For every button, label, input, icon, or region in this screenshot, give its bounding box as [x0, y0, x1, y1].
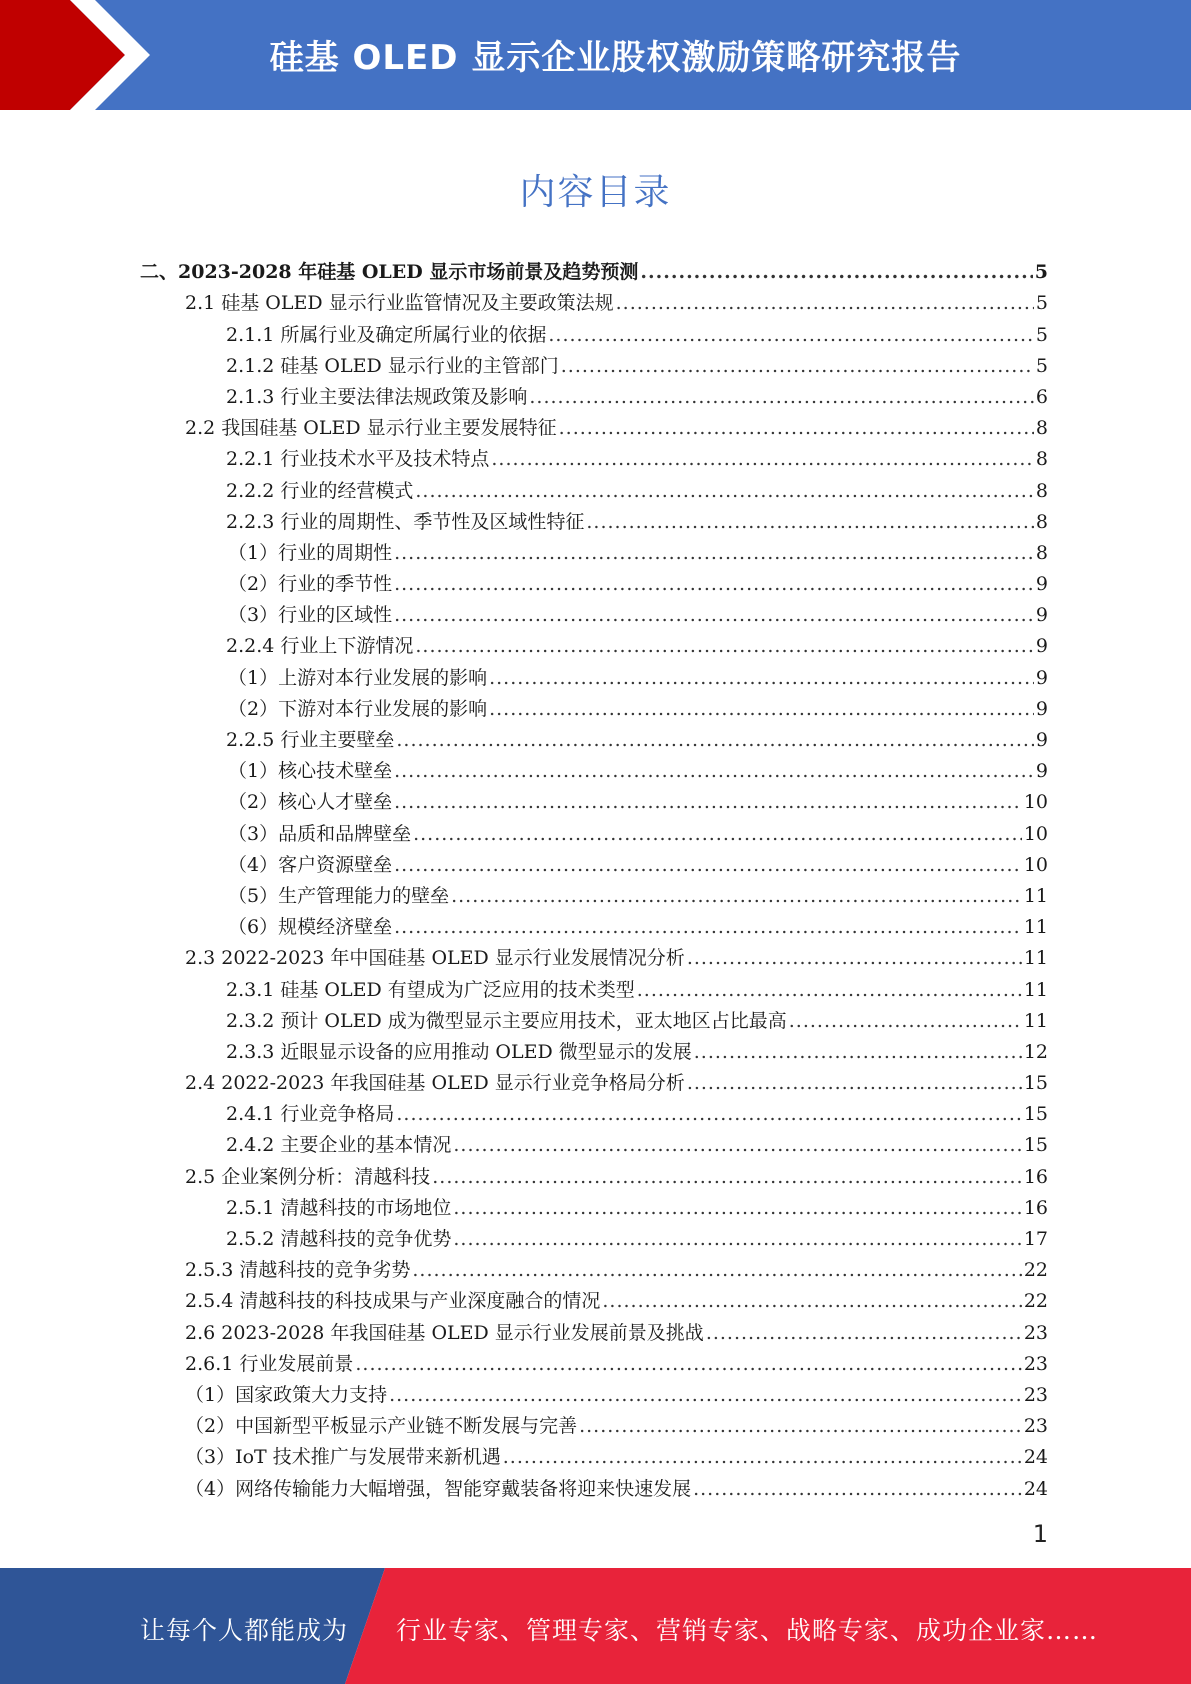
toc-entry[interactable]	[140, 658, 1048, 689]
toc-dot-leader	[789, 1010, 1022, 1033]
toc-entry-label: （2）行业的季节性	[228, 573, 393, 596]
toc-entry-page: 11	[1023, 947, 1048, 970]
toc-entry-label: （3）行业的区域性	[228, 604, 393, 627]
toc-entry-page: 11	[1023, 916, 1048, 939]
toc-dot-leader	[413, 823, 1022, 846]
toc-entry-page: 24	[1023, 1446, 1048, 1469]
toc-entry-label: 2.6.1 行业发展前景	[185, 1352, 354, 1375]
toc-dot-leader	[412, 1259, 1021, 1282]
toc-entry-label: 2.3 2022-2023 年中国硅基 OLED 显示行业发展情况分析	[185, 947, 685, 970]
toc-dot-leader	[491, 448, 1034, 471]
toc-entry[interactable]	[140, 690, 1048, 721]
toc-dot-leader	[453, 1197, 1021, 1220]
toc-entry[interactable]	[140, 315, 1048, 346]
toc-entry-page: 9	[1035, 573, 1048, 596]
toc-entry-label: （6）规模经济壁垒	[228, 916, 393, 939]
toc-entry-label: 二、2023-2028 年硅基 OLED 显示市场前景及趋势预测	[140, 261, 639, 284]
toc-entry[interactable]	[140, 440, 1048, 471]
toc-entry-label: 2.2.5 行业主要壁垒	[226, 729, 395, 751]
toc-dot-leader	[453, 1228, 1021, 1251]
toc-dot-leader	[602, 1290, 1021, 1313]
toc-entry-label: 2.4.1 行业竞争格局	[226, 1103, 395, 1126]
toc-entry-page: 11	[1023, 1009, 1048, 1032]
toc-entry-page: 11	[1023, 884, 1048, 907]
toc-entry[interactable]	[140, 1438, 1048, 1469]
toc-entry-label: 2.5.4 清越科技的科技成果与产业深度融合的情况	[185, 1290, 601, 1313]
toc-dot-leader	[559, 417, 1034, 440]
toc-entry[interactable]	[140, 253, 1048, 284]
toc-entry-page: 8	[1035, 479, 1048, 502]
toc-entry-page: 9	[1035, 635, 1048, 658]
toc-entry-label: （3）品质和品牌壁垒	[228, 822, 412, 845]
toc-entry[interactable]	[140, 752, 1048, 783]
toc-entry-label: 2.3.1 硅基 OLED 有望成为广泛应用的技术类型	[226, 978, 635, 1001]
toc-entry-page: 9	[1035, 604, 1048, 627]
header-banner	[0, 0, 1191, 110]
toc-entry-label: 2.4 2022-2023 年我国硅基 OLED 显示行业竞争格局分析	[185, 1072, 685, 1095]
toc-entry[interactable]	[140, 783, 1048, 814]
toc-entry-label: 2.2.1 行业技术水平及技术特点	[226, 448, 490, 471]
toc-entry-label: 2.5.1 清越科技的市场地位	[226, 1196, 452, 1219]
toc-entry-label: 2.1.1 所属行业及确定所属行业的依据	[226, 323, 547, 346]
toc-entry[interactable]	[140, 627, 1048, 658]
footer-slogan-left: 让每个人都能成为	[140, 1616, 349, 1645]
toc-dot-leader	[432, 1166, 1022, 1189]
toc-entry-label: 2.5.2 清越科技的竞争优势	[226, 1228, 452, 1250]
toc-entry[interactable]	[140, 1469, 1048, 1500]
toc-entry[interactable]	[140, 814, 1048, 845]
toc-entry[interactable]	[140, 1282, 1048, 1313]
toc-entry-page: 8	[1035, 510, 1048, 533]
toc-entry[interactable]	[140, 908, 1048, 939]
toc-entry-label: 2.5.3 清越科技的竞争劣势	[185, 1259, 411, 1282]
toc-dot-leader	[616, 292, 1034, 315]
toc-dot-leader	[637, 979, 1022, 1002]
toc-dot-leader	[394, 791, 1022, 814]
toc-heading: 内容目录	[519, 172, 672, 213]
toc-entry-label: 2.2.3 行业的周期性、季节性及区域性特征	[226, 510, 585, 533]
toc-entry-page: 16	[1023, 1196, 1048, 1219]
toc-entry[interactable]	[140, 596, 1048, 627]
toc-dot-leader	[394, 854, 1022, 877]
toc-entry-page: 17	[1023, 1228, 1048, 1250]
toc-entry[interactable]	[140, 1095, 1048, 1126]
toc-entry-page: 9	[1035, 666, 1048, 689]
toc-entry-label: 2.2 我国硅基 OLED 显示行业主要发展特征	[185, 417, 557, 440]
toc-entry-label: （4）网络传输能力大幅增强，智能穿戴装备将迎来快速发展	[185, 1477, 692, 1500]
toc-dot-leader	[489, 698, 1034, 721]
toc-dot-leader	[394, 760, 1034, 783]
toc-entry[interactable]	[140, 1345, 1048, 1376]
toc-dot-leader	[415, 635, 1034, 658]
toc-dot-leader	[687, 1072, 1022, 1095]
toc-entry[interactable]	[140, 471, 1048, 502]
toc-dot-leader	[389, 1384, 1022, 1407]
toc-entry-page: 23	[1023, 1352, 1048, 1375]
toc-entry[interactable]	[140, 939, 1048, 970]
toc-entry-label: （4）客户资源壁垒	[228, 853, 393, 876]
toc-dot-leader	[687, 947, 1022, 970]
toc-entry-page: 5	[1034, 261, 1048, 284]
toc-dot-leader	[640, 261, 1032, 284]
toc-entry-label: （1）上游对本行业发展的影响	[228, 666, 488, 689]
toc-entry-page: 6	[1035, 385, 1048, 408]
toc-dot-leader	[394, 604, 1034, 627]
toc-entry[interactable]	[140, 347, 1048, 378]
toc-entry[interactable]	[140, 378, 1048, 409]
toc-entry-page: 9	[1035, 729, 1048, 751]
toc-entry[interactable]	[140, 1220, 1048, 1251]
toc-dot-leader	[396, 729, 1034, 752]
toc-entry[interactable]	[140, 534, 1048, 565]
toc-entry-label: （2）下游对本行业发展的影响	[228, 697, 488, 720]
toc-entry[interactable]	[140, 1313, 1048, 1344]
toc-entry-page: 23	[1023, 1321, 1048, 1344]
toc-entry-page: 8	[1035, 448, 1048, 471]
toc-entry[interactable]	[140, 970, 1048, 1001]
toc-dot-leader	[693, 1478, 1022, 1501]
toc-entry[interactable]	[140, 565, 1048, 596]
toc-entry-page: 11	[1023, 978, 1048, 1001]
report-title: 硅基 OLED 显示企业股权激励策略研究报告	[269, 38, 962, 78]
toc-entry-page: 24	[1023, 1477, 1048, 1500]
toc-entry[interactable]	[140, 846, 1048, 877]
toc-entry-page: 23	[1023, 1383, 1048, 1406]
toc-entry-label: 2.4.2 主要企业的基本情况	[226, 1134, 452, 1157]
toc-dot-leader	[451, 885, 1022, 908]
toc-entry-label: 2.3.3 近眼显示设备的应用推动 OLED 微型显示的发展	[226, 1040, 692, 1063]
toc-entry-page: 12	[1023, 1040, 1048, 1063]
toc-entry-page: 5	[1035, 292, 1048, 315]
toc-entry[interactable]	[140, 1126, 1048, 1157]
toc-dot-leader	[489, 667, 1034, 690]
toc-entry-page: 22	[1023, 1290, 1048, 1313]
toc-entry-page: 16	[1023, 1165, 1048, 1188]
toc-entry-page: 5	[1035, 354, 1048, 377]
toc-dot-leader	[706, 1322, 1022, 1345]
toc-entry-page: 15	[1023, 1134, 1048, 1157]
toc-dot-leader	[694, 1041, 1022, 1064]
toc-entry-page: 9	[1035, 760, 1048, 783]
toc-entry-page: 15	[1023, 1072, 1048, 1095]
toc-entry[interactable]	[140, 1376, 1048, 1407]
toc-dot-leader	[453, 1134, 1021, 1157]
toc-dot-leader	[396, 1103, 1021, 1126]
toc-entry[interactable]	[140, 1157, 1048, 1188]
toc-entry-label: （5）生产管理能力的壁垒	[228, 884, 450, 907]
toc-entry-page: 8	[1035, 417, 1048, 440]
toc-dot-leader	[394, 573, 1034, 596]
toc-entry-label: 2.6 2023-2028 年我国硅基 OLED 显示行业发展前景及挑战	[185, 1321, 704, 1344]
toc-entry[interactable]	[140, 1189, 1048, 1220]
toc-dot-leader	[503, 1446, 1022, 1469]
toc-entry-label: （3）IoT 技术推广与发展带来新机遇	[185, 1446, 501, 1469]
toc-entry[interactable]	[140, 1033, 1048, 1064]
toc-entry[interactable]	[140, 877, 1048, 908]
toc-entry[interactable]	[140, 1251, 1048, 1282]
toc-entry-page: 10	[1023, 791, 1048, 814]
toc-dot-leader	[561, 355, 1034, 378]
toc-entry-label: （2）中国新型平板显示产业链不断发展与完善	[185, 1415, 578, 1438]
toc-entry-label: （1）国家政策大力支持	[185, 1383, 388, 1406]
toc-dot-leader	[586, 511, 1034, 534]
toc-entry-label: （1）行业的周期性	[228, 541, 393, 564]
toc-dot-leader	[529, 386, 1034, 409]
table-of-contents	[140, 253, 1048, 1501]
toc-entry-label: 2.1.3 行业主要法律法规政策及影响	[226, 385, 528, 408]
toc-dot-leader	[394, 542, 1034, 565]
toc-entry-page: 5	[1035, 323, 1048, 346]
toc-entry-label: 2.5 企业案例分析：清越科技	[185, 1165, 431, 1188]
toc-entry-page: 23	[1023, 1415, 1048, 1438]
toc-entry-page: 8	[1035, 541, 1048, 564]
page-number: 1	[1032, 1520, 1048, 1548]
toc-entry-page: 22	[1023, 1259, 1048, 1282]
toc-entry[interactable]	[140, 1407, 1048, 1438]
toc-dot-leader	[548, 324, 1034, 347]
toc-entry-label: 2.1.2 硅基 OLED 显示行业的主管部门	[226, 354, 559, 377]
toc-entry[interactable]	[140, 409, 1048, 440]
toc-entry[interactable]	[140, 503, 1048, 534]
toc-dot-leader	[579, 1415, 1022, 1438]
toc-dot-leader	[394, 916, 1022, 939]
toc-entry-page: 9	[1035, 697, 1048, 720]
toc-entry-label: 2.3.2 预计 OLED 成为微型显示主要应用技术，亚太地区占比最高	[226, 1009, 787, 1032]
toc-entry[interactable]	[140, 284, 1048, 315]
toc-entry-label: 2.1 硅基 OLED 显示行业监管情况及主要政策法规	[185, 292, 614, 315]
toc-entry-page: 10	[1023, 822, 1048, 845]
toc-entry-label: （2）核心人才壁垒	[228, 791, 393, 814]
toc-entry-label: 2.2.4 行业上下游情况	[226, 635, 414, 658]
footer-slogan-right: 行业专家、管理专家、营销专家、战略专家、成功企业家……	[396, 1616, 1099, 1645]
toc-entry[interactable]	[140, 721, 1048, 752]
toc-entry-page: 10	[1023, 853, 1048, 876]
toc-entry-label: 2.2.2 行业的经营模式	[226, 479, 414, 502]
toc-entry-page: 15	[1023, 1103, 1048, 1126]
toc-entry-label: （1）核心技术壁垒	[228, 760, 393, 783]
toc-dot-leader	[415, 480, 1034, 503]
toc-dot-leader	[355, 1353, 1021, 1376]
toc-entry[interactable]	[140, 1002, 1048, 1033]
toc-entry[interactable]	[140, 1064, 1048, 1095]
